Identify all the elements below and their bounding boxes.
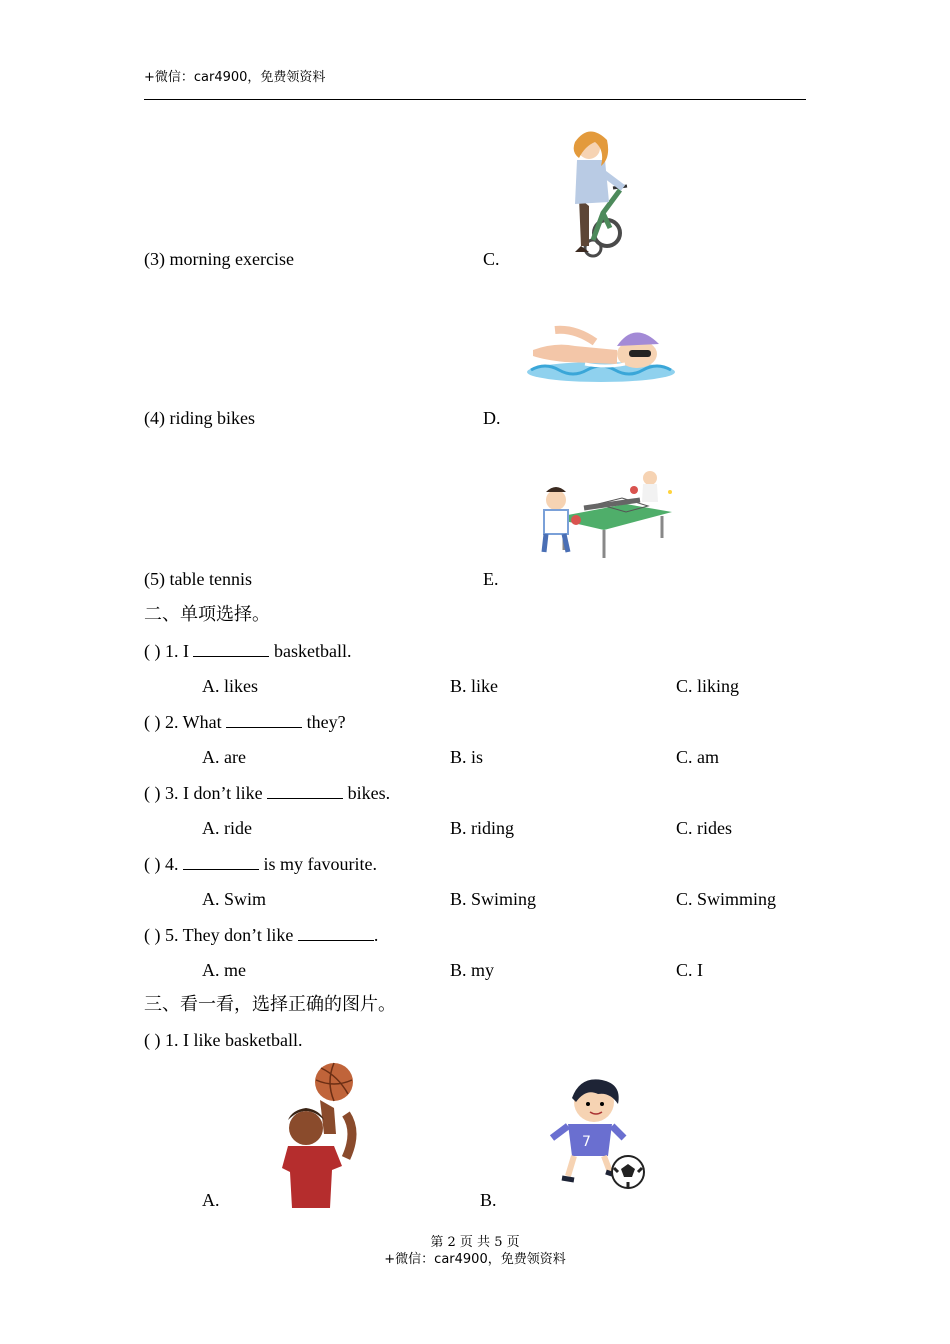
q3-option-a: A. ride — [202, 818, 252, 838]
answer-blank-1 — [193, 641, 269, 657]
q3-option-c: C. rides — [676, 818, 732, 838]
question-4-suffix: is my favourite. — [259, 854, 377, 874]
section2-title: 二、单项选择。 — [144, 604, 270, 625]
matching-item-3-right: C. — [483, 249, 500, 269]
q2-option-c: C. am — [676, 747, 719, 767]
question-4 — [144, 853, 377, 875]
q3-option-b: B. riding — [450, 818, 515, 838]
matching-item-5-left: (5) table tennis — [144, 569, 252, 589]
matching-item-3-left: (3) morning exercise — [144, 249, 294, 269]
question-5-prefix: ( ) 5. They don’t like — [144, 925, 298, 945]
question-2 — [144, 711, 346, 733]
boy-basketball-picture — [276, 1062, 362, 1208]
answer-blank-3 — [267, 783, 343, 799]
question-3 — [144, 782, 390, 804]
jersey-number: 7 — [582, 1134, 591, 1150]
answer-blank-2 — [226, 712, 302, 728]
q5-option-a: A. me — [202, 960, 246, 980]
matching-item-5-right: E. — [483, 569, 499, 589]
matching-item-4-right: D. — [483, 408, 501, 428]
section3-option-a: A. — [202, 1190, 220, 1210]
header-watermark: +微信：car4900，免费领资料 — [144, 70, 326, 85]
question-1-prefix: ( ) 1. I — [144, 641, 194, 661]
header-rule — [144, 99, 806, 100]
question-2-prefix: ( ) 2. What — [144, 712, 227, 732]
question-1-suffix: basketball. — [269, 641, 352, 661]
q1-option-a: A. likes — [202, 676, 258, 696]
q1-option-b: B. like — [450, 676, 498, 696]
question-5 — [144, 924, 378, 946]
question-2-suffix: they? — [302, 712, 346, 732]
boy-football-picture — [546, 1076, 646, 1190]
question-3-suffix: bikes. — [343, 783, 391, 803]
q2-option-b: B. is — [450, 747, 484, 767]
question-5-suffix: . — [373, 925, 379, 945]
answer-blank-5 — [298, 925, 374, 941]
boy-swimming-picture — [525, 320, 677, 386]
page-number: 第 2 页 共 5 页 — [430, 1235, 520, 1250]
section3-question-1: ( ) 1. I like basketball. — [144, 1030, 303, 1050]
footer-watermark: +微信：car4900，免费领资料 — [384, 1252, 566, 1267]
kids-table-tennis-picture — [522, 468, 678, 560]
section3-title: 三、看一看，选择正确的图片。 — [144, 994, 396, 1015]
question-1 — [144, 640, 351, 662]
q1-option-c: C. liking — [676, 676, 740, 696]
q2-option-a: A. are — [202, 747, 246, 767]
q5-option-c: C. I — [676, 960, 703, 980]
section3-option-b: B. — [480, 1190, 497, 1210]
girl-riding-bike-picture — [565, 128, 635, 263]
q4-option-b: B. Swiming — [450, 889, 537, 909]
matching-item-4-left: (4) riding bikes — [144, 408, 255, 428]
q5-option-b: B. my — [450, 960, 495, 980]
question-4-prefix: ( ) 4. — [144, 854, 183, 874]
question-3-prefix: ( ) 3. I don’t like — [144, 783, 268, 803]
q4-option-c: C. Swimming — [676, 889, 777, 909]
q4-option-a: A. Swim — [202, 889, 267, 909]
answer-blank-4 — [183, 854, 259, 870]
